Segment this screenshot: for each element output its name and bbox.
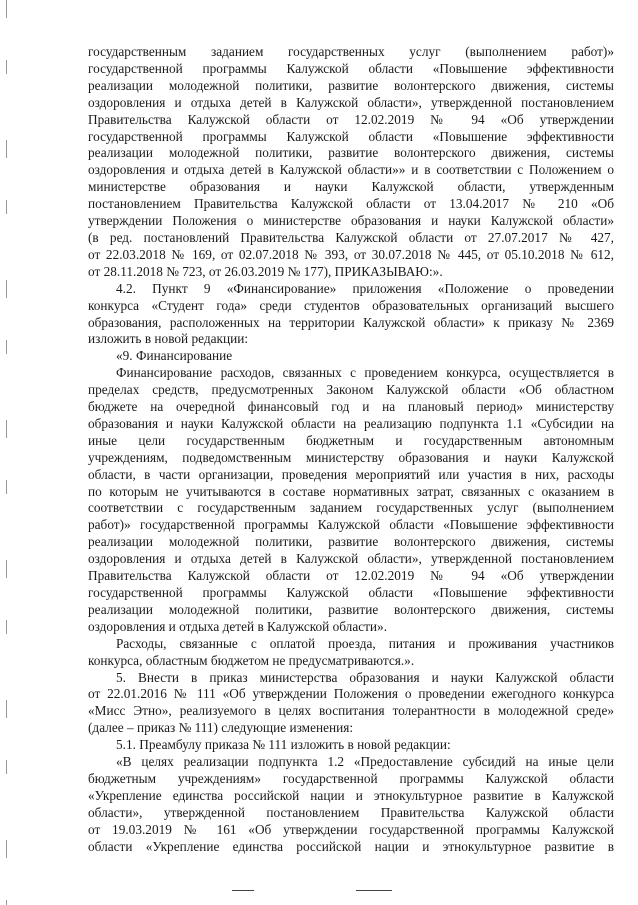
text-line: оздоровления и отдыха детей в Калужской области», утвержденной постановлением (88, 94, 614, 110)
text-line: соответствии с государственным заданием государственных услуг (выполнением (88, 500, 614, 516)
text-line: Правительства Калужской области от 12.02.2019 № 94 «Об утверждении (88, 568, 614, 584)
text-line: оздоровления и отдыха детей в Калужской области», утвержденной постановлением (88, 551, 614, 567)
paragraph-preamble-continuation (88, 44, 614, 281)
text-line: (в ред. постановлений Правительства Калужской области от 27.07.2017 № 427, (88, 229, 614, 245)
section-heading-financing (88, 348, 614, 365)
paragraph-new-preamble (88, 754, 614, 855)
text-line: реализации молодежной политики, развитие волонтерского движения, системы (88, 145, 614, 161)
scan-mark (356, 890, 392, 891)
text-line: «Мисс Этно», реализуемого в целях воспитания толерантности в молодежной среде» (88, 703, 614, 719)
paragraph-5 (88, 670, 614, 738)
paragraph-4-2 (88, 281, 614, 349)
text-line: образования, расположенных на территории Калужской области» к приказу № 2369 (88, 314, 614, 330)
text-line: конкурса «Студент года» среди студентов образовательных организаций высшего (88, 297, 614, 313)
scan-footer-marks (0, 890, 638, 896)
text-line: Расходы, связанные с оплатой проезда, питания и проживания участников (116, 635, 614, 651)
text-line: государственной программы Калужской области «Повышение эффективности (88, 128, 614, 144)
text-line: «9. Финансирование (116, 348, 233, 364)
text-line: работ)» государственной программы Калужской области «Повышение эффективности (88, 517, 614, 533)
text-line: от 28.11.2018 № 723, от 26.03.2019 № 177), ПРИКАЗЫВАЮ:». (88, 263, 443, 279)
text-line: государственной программы Калужской области «Повышение эффективности (88, 60, 614, 76)
text-line: иные цели государственным бюджетным и государственным автономным (88, 432, 614, 448)
text-line: «Укрепление единства российской нации и этнокультурное развитие в Калужской (88, 787, 614, 803)
text-line: реализации молодежной политики, развитие волонтерского движения, системы (88, 77, 614, 93)
text-line: от 22.01.2016 № 111 «Об утверждении Положения о проведении ежегодного конкурса (88, 686, 614, 702)
text-line: области», утвержденной постановлением Правительства Калужской области (88, 804, 614, 820)
text-line: государственной программы Калужской области «Повышение эффективности (88, 585, 614, 600)
paragraph-financing (88, 365, 614, 636)
text-line: постановлением Правительства Калужской области от 13.04.2017 № 210 «Об (88, 196, 614, 212)
text-line: министерстве образования и науки Калужской области, утвержденным (88, 179, 614, 195)
scan-edge (6, 0, 7, 905)
text-line: 4.2. Пункт 9 «Финансирование» приложения «Положение о проведении (116, 280, 614, 296)
text-line: учреждениям, подведомственным министерству образования и науки Калужской (88, 449, 614, 465)
text-line: по которым не учитываются в составе нормативных затрат, связанных с оказанием в (88, 483, 614, 499)
text-line: реализации молодежной политики, развитие волонтерского движения, системы (88, 601, 614, 617)
document-page (88, 44, 614, 856)
paragraph-5-1 (88, 737, 614, 754)
text-line: конкурса, областным бюджетом не предусматриваются.». (88, 652, 415, 668)
text-line: 5. Внести в приказ министерства образования и науки Калужской области (116, 669, 614, 685)
text-line: области «Укрепление единства российской нации и этнокультурное развитие в (88, 838, 614, 854)
text-line: «В целях реализации подпункта 1.2 «Предоставление субсидий на иные цели (116, 754, 614, 770)
text-line: изложить в новой редакции: (88, 331, 249, 347)
text-line: от 22.03.2018 № 169, от 02.07.2018 № 393, от 30.07.2018 № 445, от 05.10.2018 № 612, (88, 246, 614, 262)
text-line: бюджете на очередной финансовый год и на плановый период» министерству (88, 399, 614, 415)
text-line: реализации молодежной политики, развитие волонтерского движения, системы (88, 534, 614, 550)
text-line: государственным заданием государственных услуг (выполнением работ)» (88, 44, 614, 59)
text-line: оздоровления и отдыха детей в Калужской области». (88, 618, 388, 634)
text-line: образования и науки Калужской области на реализацию подпункта 1.1 «Субсидии на (88, 415, 614, 431)
text-line: пределах средств, предусмотренных Законом Калужской области «Об областном (88, 382, 614, 398)
text-line: 5.1. Преамбулу приказа № 111 изложить в новой редакции: (116, 737, 451, 753)
text-line: бюджетным учреждениям» государственной программы Калужской области (88, 770, 614, 786)
text-line: (далее – приказ № 111) следующие изменения: (88, 720, 354, 736)
text-line: оздоровления и отдыха детей в Калужской области»» и в соответствии с Положением о (88, 162, 614, 178)
text-line: области, в части организации, проведения мероприятий или участия в них, расходы (88, 466, 614, 482)
scan-mark (232, 890, 254, 891)
text-line: утверждении Положения о министерстве образования и науки Калужской области» (88, 213, 614, 229)
paragraph-expenses (88, 636, 614, 670)
text-line: от 19.03.2019 № 161 «Об утверждении государственной программы Калужской (88, 821, 614, 837)
text-line: Финансирование расходов, связанных с проведением конкурса, осуществляется в (116, 365, 614, 381)
text-line: Правительства Калужской области от 12.02.2019 № 94 «Об утверждении (88, 111, 614, 127)
